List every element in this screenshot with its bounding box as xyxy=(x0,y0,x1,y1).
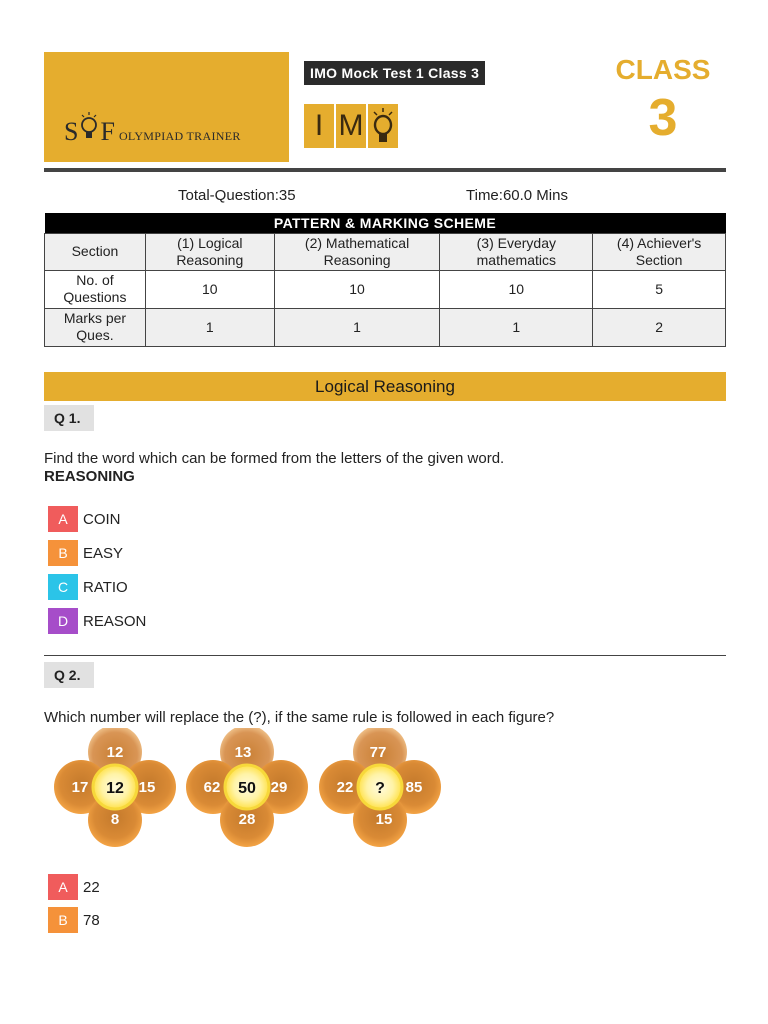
table-cell: 10 xyxy=(440,270,593,308)
bulb-icon xyxy=(79,112,99,142)
flower-figures xyxy=(50,728,450,848)
petal-value-left: 22 xyxy=(336,779,354,796)
petal-value-right: 29 xyxy=(270,779,288,796)
imo-letter-o-bulb xyxy=(368,104,398,148)
table-header-row xyxy=(45,233,726,270)
petal-value-left: 17 xyxy=(71,779,89,796)
sof-logo xyxy=(64,112,241,147)
q1-option-a[interactable] xyxy=(48,506,121,532)
option-letter: B xyxy=(48,907,78,933)
table-cell: 2 xyxy=(593,308,726,346)
petal-value-bottom: 28 xyxy=(238,811,256,828)
imo-letter-i: I xyxy=(304,104,334,148)
imo-letter-m: M xyxy=(336,104,366,148)
q2-option-b[interactable] xyxy=(48,907,100,933)
flower-figure-3 xyxy=(319,728,441,847)
table-header-cell: (1) Logical Reasoning xyxy=(145,233,274,270)
q1-option-b[interactable] xyxy=(48,540,123,566)
row-label: No. of Questions xyxy=(45,270,146,308)
option-text: 78 xyxy=(83,911,100,929)
option-letter: C xyxy=(48,574,78,600)
class-number: 3 xyxy=(648,89,678,147)
option-text: 22 xyxy=(83,878,100,896)
option-letter: A xyxy=(48,506,78,532)
table-row xyxy=(45,270,726,308)
petal-value-top: 13 xyxy=(234,744,252,761)
total-questions: Total-Question:35 xyxy=(178,187,296,204)
center-value: 12 xyxy=(106,780,124,797)
petal-value-top: 12 xyxy=(106,744,124,761)
option-letter: D xyxy=(48,608,78,634)
center-value: ? xyxy=(375,780,385,797)
question-divider xyxy=(44,655,726,656)
header-divider xyxy=(44,168,726,172)
petal-value-bottom: 8 xyxy=(110,811,120,828)
option-letter: B xyxy=(48,540,78,566)
q1-option-c[interactable] xyxy=(48,574,128,600)
petal-value-top: 77 xyxy=(369,744,387,761)
table-header-cell: (2) Mathematical Reasoning xyxy=(274,233,440,270)
table-cell: 5 xyxy=(593,270,726,308)
petal-value-bottom: 15 xyxy=(375,811,393,828)
brand-letter-s: S xyxy=(64,117,79,146)
marking-scheme-table xyxy=(44,213,726,347)
flower-figure-1 xyxy=(54,728,176,847)
brand-letter-f: F xyxy=(100,117,115,146)
question-1-text: Find the word which can be formed from the letters of the given word. xyxy=(44,450,505,467)
petal-value-left: 62 xyxy=(203,779,221,796)
table-header-cell: Section xyxy=(45,233,146,270)
question-2-text: Which number will replace the (?), if the same rule is followed in each figure? xyxy=(44,709,555,726)
q1-option-d[interactable] xyxy=(48,608,146,634)
question-1-tag: Q 1. xyxy=(44,405,94,431)
bulb-icon xyxy=(368,104,398,148)
question-2-tag: Q 2. xyxy=(44,662,94,688)
option-text: REASON xyxy=(83,612,147,630)
option-text: COIN xyxy=(83,510,121,528)
table-title: PATTERN & MARKING SCHEME xyxy=(45,213,726,233)
option-text: RATIO xyxy=(83,578,128,596)
test-title: IMO Mock Test 1 Class 3 xyxy=(304,61,485,85)
flower-figure-2 xyxy=(186,728,308,847)
table-cell: 1 xyxy=(145,308,274,346)
table-header-cell: (4) Achiever's Section xyxy=(593,233,726,270)
sof-logo-box xyxy=(44,52,289,162)
section-title: Logical Reasoning xyxy=(44,372,726,401)
table-cell: 10 xyxy=(145,270,274,308)
brand-tagline: OLYMPIAD TRAINER xyxy=(118,129,241,143)
petal-value-right: 15 xyxy=(138,779,156,796)
option-text: EASY xyxy=(83,544,124,562)
imo-logo xyxy=(304,104,398,148)
table-cell: 1 xyxy=(440,308,593,346)
class-label: CLASS xyxy=(615,54,711,85)
test-time: Time:60.0 Mins xyxy=(466,187,568,204)
q2-option-a[interactable] xyxy=(48,874,100,900)
table-header-cell: (3) Everyday mathematics xyxy=(440,233,593,270)
question-1-word: REASONING xyxy=(44,468,135,485)
table-cell: 10 xyxy=(274,270,440,308)
table-cell: 1 xyxy=(274,308,440,346)
row-label: Marks per Ques. xyxy=(45,308,146,346)
center-value: 50 xyxy=(238,780,256,797)
petal-value-right: 85 xyxy=(405,779,423,796)
table-row xyxy=(45,308,726,346)
option-letter: A xyxy=(48,874,78,900)
